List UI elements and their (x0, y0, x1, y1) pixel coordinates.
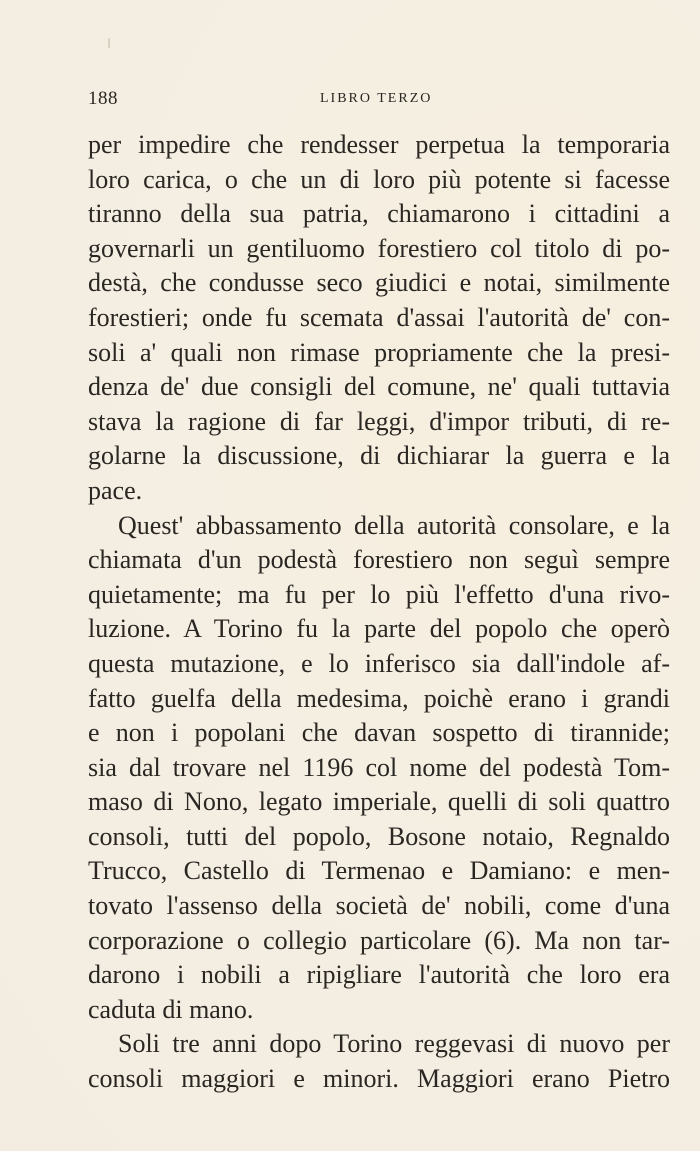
body-text (88, 128, 670, 1097)
text-line: maso di Nono, legato imperiale, quelli di soli quattro (88, 787, 670, 817)
text-line: e non i popolani che davan sospetto di tirannide; (88, 718, 670, 748)
text-line: forestieri; onde fu scemata d'assai l'autorità de' con- (88, 302, 670, 332)
page-header (88, 88, 670, 114)
text-line: Quest' abbassamento della autorità consolare, e la (118, 510, 670, 540)
text-line: caduta di mano. (88, 994, 254, 1024)
text-line: governarli un gentiluomo forestiero col titolo di po- (88, 233, 670, 263)
text-line: luzione. A Torino fu la parte del popolo che operò (88, 614, 670, 644)
page-number: 188 (88, 88, 118, 109)
paper-mark (108, 38, 110, 48)
running-title: LIBRO TERZO (320, 91, 433, 106)
text-line: per impedire che rendesser perpetua la temporaria (88, 130, 670, 159)
text-line: darono i nobili a ripigliare l'autorità che loro era (88, 960, 670, 990)
text-line: fatto guelfa della medesima, poichè erano i grandi (88, 683, 670, 713)
text-line: golarne la discussione, di dichiarar la guerra e la (88, 441, 670, 471)
text-line: Trucco, Castello di Termenao e Damiano: e men- (88, 856, 670, 886)
text-line: Soli tre anni dopo Torino reggevasi di nuovo per (118, 1029, 670, 1059)
text-line: questa mutazione, e lo inferisco sia dall'indole af- (88, 648, 670, 678)
text-line: sia dal trovare nel 1196 col nome del podestà Tom- (88, 752, 670, 782)
text-line: consoli maggiori e minori. Maggiori erano Pietro (88, 1064, 670, 1094)
text-line: loro carica, o che un di loro più potente si facesse (88, 164, 670, 194)
text-line: destà, che condusse seco giudici e notai, similmente (88, 268, 670, 298)
text-line: corporazione o collegio particolare (6). Ma non tar- (88, 925, 670, 955)
text-line: soli a' quali non rimase propriamente che la presi- (88, 337, 670, 367)
text-line: tiranno della sua patria, chiamarono i cittadini a (88, 199, 670, 229)
text-line: chiamata d'un podestà forestiero non seguì sempre (88, 545, 670, 575)
text-line: quietamente; ma fu per lo più l'effetto d'una rivo- (88, 579, 670, 609)
text-line: stava la ragione di far leggi, d'impor tributi, di re- (88, 406, 670, 436)
text-line: denza de' due consigli del comune, ne' quali tuttavia (88, 372, 670, 402)
text-line: pace. (88, 475, 143, 505)
text-line: consoli, tutti del popolo, Bosone notaio, Regnaldo (88, 821, 670, 851)
text-line: tovato l'assenso della società de' nobili, come d'una (88, 891, 670, 921)
